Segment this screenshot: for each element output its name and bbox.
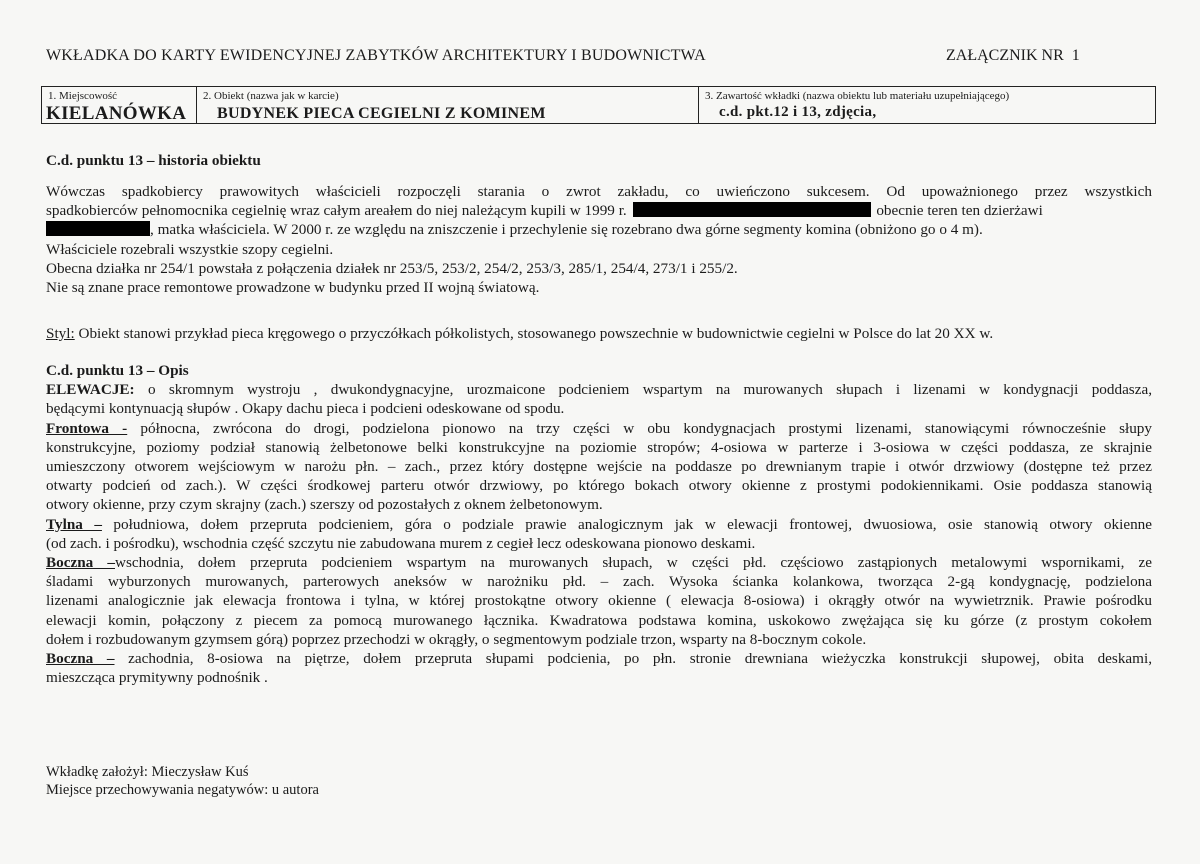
opis-line (46, 515, 1152, 534)
boczna-west-label: Boczna – (46, 650, 115, 668)
opis-line: (od zach. i pośrodku), wschodnia część szczytu nie zabudowana murem z cegieł lecz odeskowana pionowo deskami. (46, 534, 756, 552)
opis-section (46, 361, 1152, 687)
opis-line: śladami wyburzonych murowanych, parterowych aneksów w narożniku płd. – zach. Wysoka ścianka kolankowa, tworząca 2-gą kondygnację, podzielona (46, 573, 1152, 591)
style-section (46, 324, 1152, 343)
opis-line: lizenami analogicznie jak elewacja frontowa i tylna, w której prostokątne otwory okienne ( elewacja 8-osiowa) i okrągły otwór na wywietrznik. Prawie pośrodku (46, 592, 1152, 610)
footer (46, 763, 319, 799)
redacted-name (633, 202, 871, 217)
field-place-label: 1. Miejscowość (48, 90, 118, 102)
opis-line: mieszcząca prymitywny podnośnik . (46, 669, 268, 687)
field-content-value: c.d. pkt.12 i 13, zdjęcia, (719, 104, 877, 120)
history-heading (46, 151, 1152, 170)
field-content-label: 3. Zawartość wkładki (nazwa obiektu lub materiału uzupełniającego) (705, 90, 1010, 102)
history-line: Właściciele rozebrali wszystkie szopy cegielni. (46, 240, 334, 258)
field-object-value: BUDYNEK PIECA CEGIELNI Z KOMINEM (217, 105, 546, 122)
history-line: Nie są znane prace remontowe prowadzone w budynku przed II wojną światową. (46, 279, 540, 297)
style-label: Styl: (46, 325, 75, 342)
elewacje-label: ELEWACJE: (46, 381, 135, 399)
opis-line: będącymi kontynuacją słupów . Okapy dachu pieca i podcieni odeskowane od spodu. (46, 400, 565, 418)
opis-line (46, 553, 1152, 572)
field-content (698, 86, 1156, 124)
opis-line: konstrukcyjne, poziomy podział stanowią żelbetonowe belki konstrukcyjne na poziomie stropów; 4-osiowa w parterze i 3-osiowa w części poddasza, ze skrajnie (46, 438, 1152, 456)
opis-line-part: północna, zwrócona do drogi, podzielona pionowo na trzy części w obu kondygnacjach prostymi lizenami, stanowiącymi równocześnie słupy (127, 419, 1152, 437)
history-heading-text: C.d. punktu 13 – historia obiektu (46, 152, 261, 169)
boczna-east-label: Boczna – (46, 554, 115, 572)
history-line-part: , matka właściciela. W 2000 r. ze względu na zniszczenie i przechylenie się rozebrano dwa górne segmenty komina (obniżono go o 4 m). (150, 221, 983, 239)
history-line-part: spadkobierców pełnomocnika cegielnię wraz całym areałem do niej należącym kupili w 1999 r. (46, 202, 627, 220)
opis-line: umieszczony otworem wejściowym w narożu płn. – zach., przez który dostępne wejście na poddasze po drewnianym trapie i otwór drzwiowy (dostępne też przez (46, 458, 1152, 476)
footer-negatives: Miejsce przechowywania negatywów: u autora (46, 782, 319, 798)
opis-line: otwarty podcień od zach.). W części środkowej parteru otwór drzwiowy, po którego bokach otwory okienne z prostymi podokiennikami. Osie poddasza stanowią (46, 477, 1152, 495)
history-line: Obecna działka nr 254/1 powstała z połączenia działek nr 253/5, 253/2, 254/2, 253/3, 285/1, 254/4, 273/1 i 255/2. (46, 259, 738, 277)
opis-line-part: o skromnym wystroju , dwukondygnacyjne, urozmaicone podcieniem wspartym na murowanych słupach i lizenami w kondygnacji poddasza, (134, 381, 1152, 399)
field-object (196, 86, 699, 124)
opis-line (46, 380, 1152, 399)
field-object-label: 2. Obiekt (nazwa jak w karcie) (203, 90, 339, 102)
field-place (41, 86, 197, 124)
history-line (46, 201, 1152, 220)
field-place-value: KIELANÓWKA (46, 103, 187, 124)
opis-heading: C.d. punktu 13 – Opis (46, 362, 189, 379)
attachment-number (946, 47, 1080, 65)
opis-line: otwory okienne, przy czym skrajny (zach.) szerszy od pozostałych z oknem żelbetonowym. (46, 496, 603, 514)
opis-line-part: zachodnia, 8-osiowa na piętrze, dołem przepruta słupami podcienia, po płn. stronie drewniana wieżyczka konstrukcji słupowej, obita deskami, (114, 650, 1153, 668)
attachment-label: ZAŁĄCZNIK NR (946, 47, 1064, 64)
opis-line-part: południowa, dołem przepruta podcieniem, góra o podziale prawie analogicznym jak w elewacji frontowej, dwuosiowa, osie stanowią otwory okienne (101, 515, 1152, 533)
document-title: WKŁADKA DO KARTY EWIDENCYJNEJ ZABYTKÓW ARCHITEKTURY I BUDOWNICTWA (46, 47, 706, 64)
attachment-value: 1 (1071, 47, 1080, 64)
history-line-part: obecnie teren ten dzierżawi (876, 202, 1043, 220)
redacted-name (46, 221, 150, 236)
tylna-label: Tylna – (46, 515, 102, 533)
history-line: Wówczas spadkobiercy prawowitych właścicieli rozpoczęli starania o zwrot zakładu, co uwieńczono sukcesem. Od upoważnionego przez wszystkich (46, 183, 1152, 200)
opis-line (46, 649, 1152, 668)
opis-line-part: wschodnia, dołem przepruta podcieniem wspartym na murowanych słupach, w części płd. częściowo zastąpionych metalowymi wspornikami, ze (114, 554, 1152, 572)
footer-author: Wkładkę założył: Mieczysław Kuś (46, 764, 249, 780)
history-section (46, 182, 1152, 297)
opis-line: elewacji komin, połączony z piecem za pomocą murowanego łącznika. Kwadratowa podstawa komina, uskokowo zwężająca się ku górze (z prostym cokołem (46, 611, 1152, 629)
history-line (46, 220, 1152, 239)
frontowa-label: Frontowa - (46, 419, 128, 437)
opis-line (46, 419, 1152, 438)
style-text: Obiekt stanowi przykład pieca kręgowego o przyczółkach półkolistych, stosowanego powszechnie w budownictwie cegielni w Polsce do lat 20 XX w. (74, 325, 994, 342)
opis-line: dołem i rozbudowanym gzymsem górą) poprzez przechodzi w okrągły, o segmentowym podziale trzon, wsparty na 8-bocznym cokole. (46, 630, 867, 648)
